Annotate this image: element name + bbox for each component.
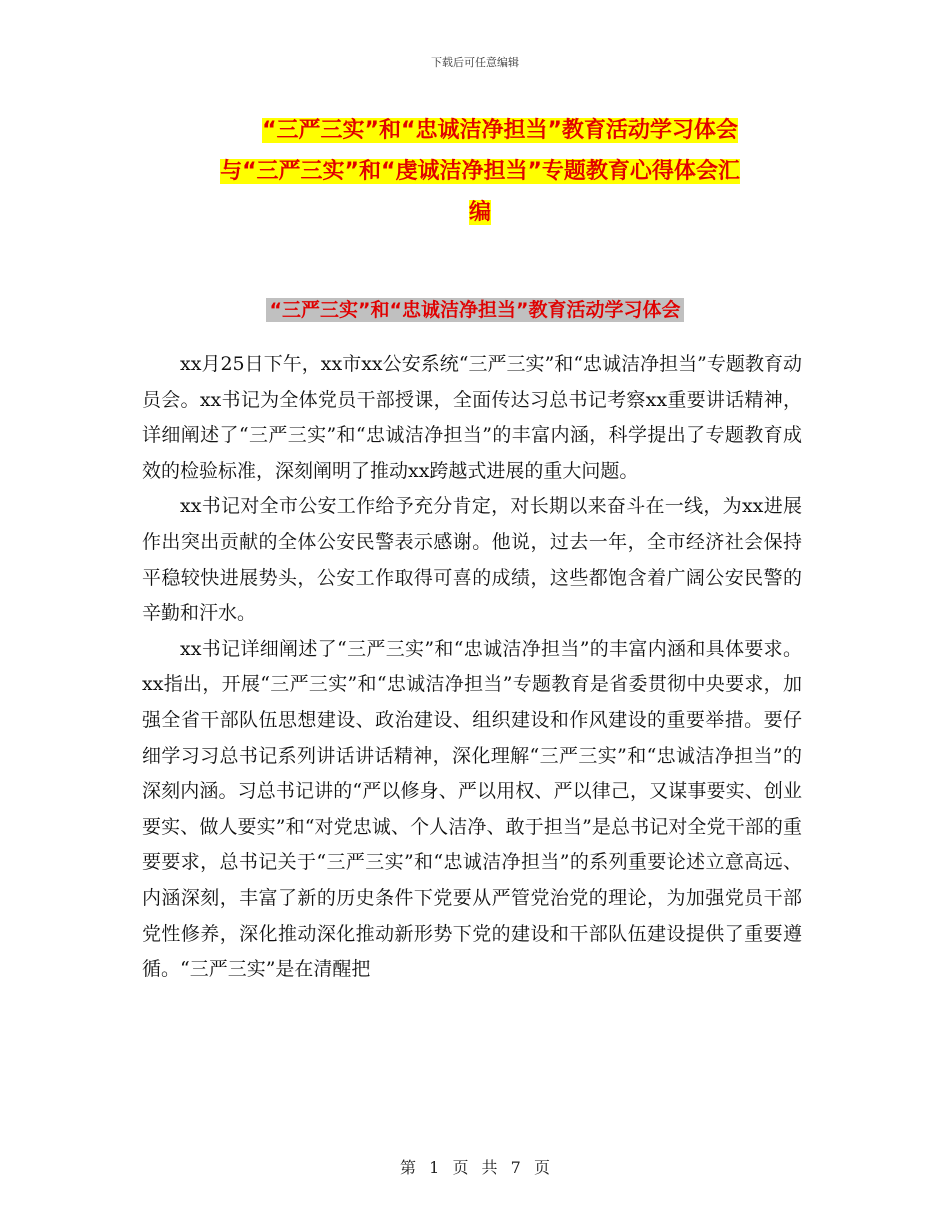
- section-title-text: “三严三实”和“忠诚洁净担当”教育活动学习体会: [266, 298, 685, 322]
- title-line-2: 与“三严三实”和“虔诚洁净担当”专题教育心得体会汇: [220, 159, 740, 184]
- body-text: [142, 347, 802, 988]
- paragraph-1: xx月25日下午，xx市xx公安系统“三严三实”和“忠诚洁净担当”专题教育动员会。xx书记为全体党员干部授课，全面传达习总书记考察xx重要讲话精神，详细阐述了“三严三实”和“忠诚洁净担当”的丰富内涵，科学提出了专题教育成效的检验标准，深刻阐明了推动xx跨越式进展的重大问题。: [142, 353, 802, 482]
- page-footer: [0, 1155, 950, 1178]
- footer-mid: 页: [452, 1158, 469, 1177]
- title-line-1: “三严三实”和“忠诚洁净担当”教育活动学习体会: [262, 118, 738, 143]
- footer-suffix: 页: [533, 1158, 550, 1177]
- title-line-3: 编: [468, 200, 491, 225]
- footer-prefix: 第: [400, 1158, 417, 1177]
- main-title: [140, 110, 820, 233]
- footer-total-pages: 7: [510, 1158, 521, 1177]
- footer-page-number: 1: [429, 1158, 440, 1177]
- paragraph-3: xx书记详细阐述了“三严三实”和“忠诚洁净担当”的丰富内涵和具体要求。xx指出，开展“三严三实”和“忠诚洁净担当”专题教育是省委贯彻中央要求，加强全省干部队伍思想建设、政治建设、组织建设和作风建设的重要举措。要仔细学习习总书记系列讲话讲话精神，深化理解“三严三实”和“忠诚洁净担当”的深刻内涵。习总书记讲的“严以修身、严以用权、严以律己，又谋事要实、创业要实、做人要实”和“对党忠诚、个人洁净、敢于担当”是总书记对全党干部的重要要求，总书记关于“三严三实”和“忠诚洁净担当”的系列重要论述立意高远、内涵深刻，丰富了新的历史条件下党要从严管党治党的理论，为加强党员干部党性修养，深化推动深化推动新形势下党的建设和干部队伍建设提供了重要遵循。“三严三实”是在清醒把: [142, 637, 802, 981]
- footer-of: 共: [481, 1158, 498, 1177]
- header-note: 下载后可任意编辑: [431, 56, 519, 69]
- paragraph-2: xx书记对全市公安工作给予充分肯定，对长期以来奋斗在一线，为xx进展作出突出贡献的全体公安民警表示感谢。他说，过去一年，全市经济社会保持平稳较快进展势头，公安工作取得可喜的成绩，这些都饱含着广阔公安民警的辛勤和汗水。: [142, 495, 802, 625]
- section-title: [0, 295, 950, 322]
